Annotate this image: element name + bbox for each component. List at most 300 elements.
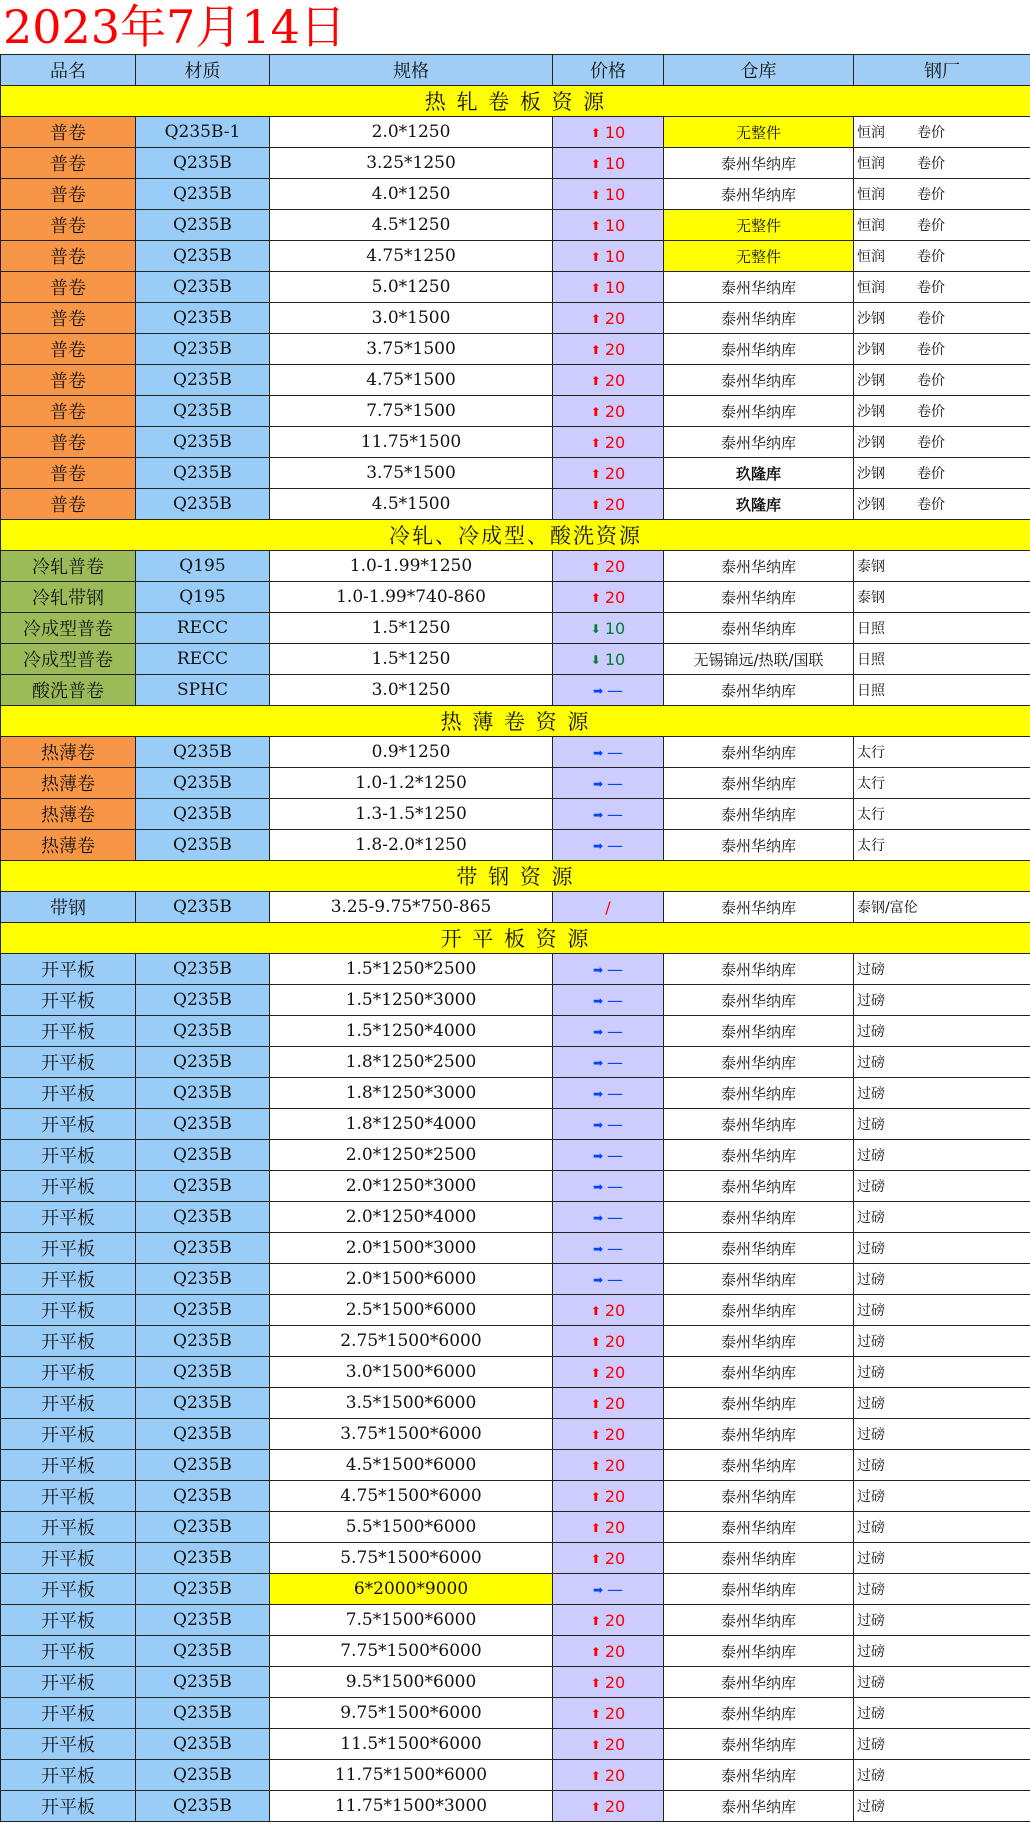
spec-cell: 3.5*1500*6000 [270, 1388, 553, 1419]
product-name-cell: 开平板 [1, 1760, 136, 1791]
price-basis-label: 卷价 [917, 466, 945, 482]
table-row [1, 1574, 1030, 1605]
spec-cell: 1.8*1250*2500 [270, 1047, 553, 1078]
steel-mill-name: 沙钢 [857, 466, 885, 482]
steel-mill-cell [854, 1326, 1030, 1357]
table-row [1, 117, 1030, 148]
arrow-up-icon: ⬆ [590, 404, 601, 419]
price-change-value: 20 [604, 1610, 626, 1630]
price-cell [553, 489, 664, 520]
material-cell: Q235B [136, 272, 270, 303]
material-cell: Q235B [136, 396, 270, 427]
price-cell [553, 830, 664, 861]
material-cell: Q235B [136, 1233, 270, 1264]
spec-cell: 2.0*1250*4000 [270, 1202, 553, 1233]
spec-cell: 2.0*1250*3000 [270, 1171, 553, 1202]
price-change-value: 20 [604, 401, 626, 421]
spec-cell: 1.5*1250*2500 [270, 954, 553, 985]
steel-mill-name: 过磅 [857, 1675, 885, 1691]
material-cell: Q235B [136, 1729, 270, 1760]
material-cell: Q235B [136, 1140, 270, 1171]
steel-mill-name: 过磅 [857, 1458, 885, 1474]
arrow-up-icon: ⬆ [590, 218, 601, 233]
product-name-cell: 开平板 [1, 1171, 136, 1202]
arrow-flat-icon: ➡ [592, 683, 604, 698]
product-name-cell: 普卷 [1, 210, 136, 241]
product-name-cell: 开平板 [1, 1512, 136, 1543]
price-change-value: 20 [604, 1331, 626, 1351]
price-cell [553, 458, 664, 489]
steel-mill-name: 沙钢 [857, 404, 885, 420]
price-basis-label: 卷价 [917, 156, 945, 172]
product-name-cell: 普卷 [1, 458, 136, 489]
steel-mill-cell [854, 210, 1030, 241]
steel-mill-cell [854, 1481, 1030, 1512]
steel-mill-name: 泰钢 [857, 590, 885, 606]
steel-mill-cell [854, 1667, 1030, 1698]
material-cell: Q235B [136, 427, 270, 458]
steel-mill-name: 过磅 [857, 1179, 885, 1195]
price-change-value: 20 [604, 1455, 626, 1475]
spec-cell: 1.0-1.2*1250 [270, 768, 553, 799]
steel-mill-name: 过磅 [857, 1117, 885, 1133]
spec-cell: 5.75*1500*6000 [270, 1543, 553, 1574]
steel-mill-cell [854, 427, 1030, 458]
steel-mill-name: 恒润 [857, 125, 885, 141]
material-cell: Q235B [136, 1636, 270, 1667]
table-row [1, 303, 1030, 334]
arrow-up-icon: ⬆ [590, 1706, 601, 1721]
warehouse-cell: 泰州华纳库 [664, 1171, 854, 1202]
spec-cell: 9.5*1500*6000 [270, 1667, 553, 1698]
table-row [1, 396, 1030, 427]
price-change-value: 20 [604, 432, 626, 452]
steel-mill-name: 过磅 [857, 1396, 885, 1412]
price-change-value: 20 [604, 1672, 626, 1692]
table-row [1, 892, 1030, 923]
spec-cell: 3.75*1500*6000 [270, 1419, 553, 1450]
warehouse-cell: 泰州华纳库 [664, 1760, 854, 1791]
price-change-value: / [605, 897, 611, 917]
product-name-cell: 酸洗普卷 [1, 675, 136, 706]
arrow-up-icon: ⬆ [590, 1644, 601, 1659]
price-change-value: — [607, 1114, 624, 1134]
material-cell: Q235B [136, 210, 270, 241]
warehouse-cell: 泰州华纳库 [664, 427, 854, 458]
steel-mill-cell [854, 241, 1030, 272]
section-title: 开 平 板 资 源 [1, 923, 1030, 954]
price-basis-label: 卷价 [917, 218, 945, 234]
warehouse-cell: 泰州华纳库 [664, 675, 854, 706]
steel-mill-name: 日照 [857, 621, 885, 637]
steel-mill-cell [854, 148, 1030, 179]
product-name-cell: 普卷 [1, 117, 136, 148]
material-cell: Q235B [136, 1543, 270, 1574]
table-row [1, 272, 1030, 303]
table-row [1, 1605, 1030, 1636]
product-name-cell: 普卷 [1, 272, 136, 303]
material-cell: Q235B [136, 365, 270, 396]
warehouse-cell: 无整件 [664, 241, 854, 272]
price-change-value: 20 [604, 1703, 626, 1723]
price-cell [553, 768, 664, 799]
price-change-value: 20 [604, 556, 626, 576]
product-name-cell: 普卷 [1, 427, 136, 458]
spec-cell: 3.0*1250 [270, 675, 553, 706]
warehouse-cell: 泰州华纳库 [664, 272, 854, 303]
table-row [1, 241, 1030, 272]
price-change-value: 20 [604, 1765, 626, 1785]
arrow-up-icon: ⬆ [590, 1675, 601, 1690]
material-cell: Q235B [136, 1450, 270, 1481]
material-cell: Q235B [136, 1078, 270, 1109]
spec-cell: 2.75*1500*6000 [270, 1326, 553, 1357]
material-cell: Q235B [136, 1419, 270, 1450]
section-header [1, 706, 1030, 737]
price-change-value: — [607, 1579, 624, 1599]
steel-mill-cell [854, 1574, 1030, 1605]
spec-cell: 1.8-2.0*1250 [270, 830, 553, 861]
price-change-value: 20 [604, 1548, 626, 1568]
table-row [1, 210, 1030, 241]
warehouse-cell: 泰州华纳库 [664, 1543, 854, 1574]
price-change-value: 20 [604, 1796, 626, 1816]
spec-cell: 0.9*1250 [270, 737, 553, 768]
warehouse-cell: 泰州华纳库 [664, 582, 854, 613]
table-row [1, 1078, 1030, 1109]
arrow-flat-icon: ➡ [592, 1210, 604, 1225]
table-row [1, 551, 1030, 582]
arrow-up-icon: ⬆ [590, 311, 601, 326]
header-cell-name: 品名 [1, 55, 136, 86]
section-header [1, 923, 1030, 954]
arrow-flat-icon: ➡ [592, 1055, 604, 1070]
price-cell [553, 303, 664, 334]
header-cell-spec: 规格 [270, 55, 553, 86]
section-title: 热 轧 卷 板 资 源 [1, 86, 1030, 117]
arrow-flat-icon: ➡ [592, 1024, 604, 1039]
price-cell [553, 1047, 664, 1078]
price-change-value: 20 [604, 494, 626, 514]
spec-cell: 11.5*1500*6000 [270, 1729, 553, 1760]
steel-mill-name: 过磅 [857, 1644, 885, 1660]
product-name-cell: 冷轧普卷 [1, 551, 136, 582]
warehouse-cell: 无整件 [664, 117, 854, 148]
price-change-value: 10 [604, 153, 626, 173]
table-row [1, 1791, 1030, 1822]
table-row [1, 1760, 1030, 1791]
spec-cell: 2.0*1500*6000 [270, 1264, 553, 1295]
price-basis-label: 卷价 [917, 342, 945, 358]
steel-mill-name: 恒润 [857, 187, 885, 203]
price-basis-label: 卷价 [917, 125, 945, 141]
arrow-flat-icon: ➡ [592, 807, 604, 822]
product-name-cell: 开平板 [1, 1233, 136, 1264]
table-row [1, 1698, 1030, 1729]
price-basis-label: 卷价 [917, 497, 945, 513]
header-cell-mill: 钢厂 [854, 55, 1030, 86]
warehouse-cell: 无整件 [664, 210, 854, 241]
material-cell: Q235B [136, 303, 270, 334]
steel-mill-name: 日照 [857, 683, 885, 699]
steel-mill-cell [854, 1543, 1030, 1574]
product-name-cell: 开平板 [1, 954, 136, 985]
price-basis-label: 卷价 [917, 187, 945, 203]
price-change-value: 20 [604, 1641, 626, 1661]
steel-mill-cell [854, 613, 1030, 644]
steel-mill-name: 过磅 [857, 1737, 885, 1753]
price-change-value: 10 [604, 122, 626, 142]
material-cell: Q235B [136, 489, 270, 520]
price-cell [553, 1419, 664, 1450]
price-change-value: — [607, 959, 624, 979]
arrow-flat-icon: ➡ [592, 1241, 604, 1256]
price-cell [553, 1543, 664, 1574]
material-cell: Q235B [136, 1512, 270, 1543]
warehouse-cell: 泰州华纳库 [664, 1512, 854, 1543]
table-body [1, 55, 1030, 1822]
table-row [1, 1295, 1030, 1326]
arrow-up-icon: ⬆ [590, 1520, 601, 1535]
material-cell: Q235B [136, 241, 270, 272]
product-name-cell: 开平板 [1, 1140, 136, 1171]
steel-mill-cell [854, 1202, 1030, 1233]
arrow-up-icon: ⬆ [590, 559, 601, 574]
price-change-value: — [607, 1083, 624, 1103]
warehouse-cell: 泰州华纳库 [664, 799, 854, 830]
table-row [1, 1047, 1030, 1078]
steel-mill-name: 过磅 [857, 1551, 885, 1567]
warehouse-cell: 泰州华纳库 [664, 1109, 854, 1140]
spec-cell: 5.5*1500*6000 [270, 1512, 553, 1543]
material-cell: Q235B [136, 1667, 270, 1698]
price-change-value: 20 [604, 1486, 626, 1506]
spec-cell: 4.5*1250 [270, 210, 553, 241]
price-cell [553, 334, 664, 365]
product-name-cell: 冷成型普卷 [1, 644, 136, 675]
steel-mill-cell [854, 1388, 1030, 1419]
steel-mill-name: 太行 [857, 776, 885, 792]
price-cell [553, 148, 664, 179]
steel-mill-name: 过磅 [857, 962, 885, 978]
steel-mill-cell [854, 1636, 1030, 1667]
steel-mill-name: 恒润 [857, 249, 885, 265]
price-cell [553, 1605, 664, 1636]
steel-mill-cell [854, 985, 1030, 1016]
steel-mill-cell [854, 1047, 1030, 1078]
spec-cell: 3.0*1500 [270, 303, 553, 334]
table-row [1, 954, 1030, 985]
warehouse-cell: 泰州华纳库 [664, 613, 854, 644]
steel-mill-name: 过磅 [857, 993, 885, 1009]
table-row [1, 675, 1030, 706]
arrow-up-icon: ⬆ [590, 1396, 601, 1411]
material-cell: Q235B [136, 1388, 270, 1419]
material-cell: Q235B [136, 892, 270, 923]
material-cell: Q235B [136, 1791, 270, 1822]
product-name-cell: 开平板 [1, 1326, 136, 1357]
price-change-value: 10 [604, 184, 626, 204]
arrow-up-icon: ⬆ [590, 156, 601, 171]
steel-mill-cell [854, 396, 1030, 427]
product-name-cell: 普卷 [1, 334, 136, 365]
arrow-up-icon: ⬆ [590, 1613, 601, 1628]
price-basis-label: 卷价 [917, 404, 945, 420]
steel-mill-cell [854, 1171, 1030, 1202]
arrow-down-icon: ⬇ [590, 621, 601, 636]
spec-cell: 1.8*1250*3000 [270, 1078, 553, 1109]
price-cell [553, 582, 664, 613]
price-change-value: — [607, 1052, 624, 1072]
product-name-cell: 普卷 [1, 148, 136, 179]
steel-mill-name: 过磅 [857, 1768, 885, 1784]
warehouse-cell: 泰州华纳库 [664, 1357, 854, 1388]
table-row [1, 148, 1030, 179]
steel-mill-cell [854, 179, 1030, 210]
spec-cell: 4.75*1500*6000 [270, 1481, 553, 1512]
price-change-value: — [607, 680, 624, 700]
section-title: 热 薄 卷 资 源 [1, 706, 1030, 737]
price-change-value: — [607, 1145, 624, 1165]
header-cell-warehouse: 仓库 [664, 55, 854, 86]
arrow-flat-icon: ➡ [592, 962, 604, 977]
material-cell: Q235B [136, 1605, 270, 1636]
warehouse-cell: 泰州华纳库 [664, 365, 854, 396]
warehouse-cell: 泰州华纳库 [664, 737, 854, 768]
steel-mill-name: 沙钢 [857, 373, 885, 389]
warehouse-cell: 泰州华纳库 [664, 1295, 854, 1326]
price-cell [553, 1760, 664, 1791]
material-cell: Q235B [136, 1264, 270, 1295]
price-cell [553, 1326, 664, 1357]
price-cell [553, 1171, 664, 1202]
steel-mill-cell [854, 675, 1030, 706]
product-name-cell: 冷成型普卷 [1, 613, 136, 644]
price-cell [553, 644, 664, 675]
steel-mill-name: 太行 [857, 745, 885, 761]
product-name-cell: 普卷 [1, 241, 136, 272]
section-header [1, 86, 1030, 117]
price-basis-label: 卷价 [917, 311, 945, 327]
table-row [1, 1512, 1030, 1543]
price-cell [553, 1698, 664, 1729]
price-cell [553, 954, 664, 985]
material-cell: Q235B [136, 1326, 270, 1357]
arrow-up-icon: ⬆ [590, 466, 601, 481]
spec-cell: 3.75*1500 [270, 458, 553, 489]
material-cell: Q235B [136, 1698, 270, 1729]
price-change-value: — [607, 1269, 624, 1289]
price-cell [553, 396, 664, 427]
price-cell [553, 1388, 664, 1419]
steel-mill-cell [854, 1140, 1030, 1171]
section-header [1, 861, 1030, 892]
spec-cell: 4.5*1500*6000 [270, 1450, 553, 1481]
arrow-flat-icon: ➡ [592, 776, 604, 791]
spec-cell: 11.75*1500 [270, 427, 553, 458]
spec-cell: 9.75*1500*6000 [270, 1698, 553, 1729]
table-row [1, 1450, 1030, 1481]
steel-mill-name: 过磅 [857, 1210, 885, 1226]
spec-cell: 4.75*1500 [270, 365, 553, 396]
steel-mill-cell [854, 1264, 1030, 1295]
table-row [1, 1326, 1030, 1357]
arrow-flat-icon: ➡ [592, 1117, 604, 1132]
product-name-cell: 开平板 [1, 1078, 136, 1109]
arrow-up-icon: ⬆ [590, 1489, 601, 1504]
arrow-flat-icon: ➡ [592, 1086, 604, 1101]
arrow-up-icon: ⬆ [590, 187, 601, 202]
price-change-value: 20 [604, 587, 626, 607]
steel-mill-name: 恒润 [857, 156, 885, 172]
table-row [1, 1109, 1030, 1140]
price-cell [553, 210, 664, 241]
table-row [1, 1202, 1030, 1233]
spec-cell: 4.75*1250 [270, 241, 553, 272]
steel-mill-name: 恒润 [857, 218, 885, 234]
steel-mill-cell [854, 1729, 1030, 1760]
price-cell [553, 1202, 664, 1233]
steel-mill-cell [854, 1295, 1030, 1326]
product-name-cell: 普卷 [1, 179, 136, 210]
price-change-value: 20 [604, 463, 626, 483]
price-cell [553, 1109, 664, 1140]
arrow-up-icon: ⬆ [590, 1737, 601, 1752]
price-basis-label: 卷价 [917, 249, 945, 265]
warehouse-cell: 泰州华纳库 [664, 1574, 854, 1605]
arrow-flat-icon: ➡ [592, 1148, 604, 1163]
price-change-value: 10 [604, 215, 626, 235]
warehouse-cell: 泰州华纳库 [664, 1636, 854, 1667]
warehouse-cell: 泰州华纳库 [664, 303, 854, 334]
steel-mill-cell [854, 768, 1030, 799]
price-change-value: — [607, 1238, 624, 1258]
warehouse-cell: 无锡锦远/热联/国联 [664, 644, 854, 675]
price-change-value: 20 [604, 1362, 626, 1382]
material-cell: SPHC [136, 675, 270, 706]
table-row [1, 1636, 1030, 1667]
price-cell [553, 427, 664, 458]
price-cell [553, 1512, 664, 1543]
table-row [1, 768, 1030, 799]
table-row [1, 582, 1030, 613]
product-name-cell: 普卷 [1, 396, 136, 427]
product-name-cell: 开平板 [1, 1047, 136, 1078]
price-change-value: 20 [604, 1424, 626, 1444]
price-change-value: — [607, 804, 624, 824]
price-cell [553, 1450, 664, 1481]
steel-mill-cell [854, 954, 1030, 985]
price-change-value: 20 [604, 1393, 626, 1413]
spec-cell: 11.75*1500*3000 [270, 1791, 553, 1822]
steel-mill-name: 泰钢 [857, 559, 885, 575]
warehouse-cell: 泰州华纳库 [664, 179, 854, 210]
steel-mill-cell [854, 892, 1030, 923]
price-basis-label: 卷价 [917, 280, 945, 296]
arrow-flat-icon: ➡ [592, 745, 604, 760]
price-cell [553, 179, 664, 210]
arrow-up-icon: ⬆ [590, 590, 601, 605]
price-change-value: 10 [604, 246, 626, 266]
price-basis-label: 卷价 [917, 435, 945, 451]
product-name-cell: 开平板 [1, 1481, 136, 1512]
price-change-value: 20 [604, 1300, 626, 1320]
steel-mill-name: 过磅 [857, 1148, 885, 1164]
product-name-cell: 开平板 [1, 1791, 136, 1822]
product-name-cell: 热薄卷 [1, 830, 136, 861]
warehouse-cell: 泰州华纳库 [664, 1450, 854, 1481]
arrow-up-icon: ⬆ [590, 1551, 601, 1566]
